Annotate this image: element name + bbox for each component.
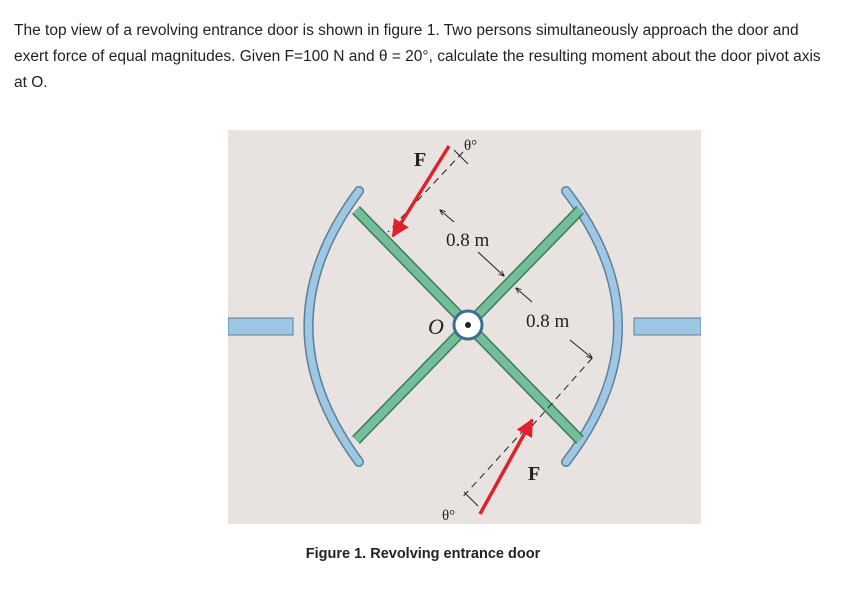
force-label-top: F — [414, 149, 427, 171]
distance-label-top: 0.8 m — [446, 230, 490, 251]
revolving-door-figure — [228, 130, 701, 524]
problem-statement: The top view of a revolving entrance door is shown in figure 1. Two persons simultaneously approach the door and exert force of equal magnitudes. Given F=100 N and θ = 20°, calculate the resulting moment about the door pivot axis at O. — [14, 22, 821, 91]
force-label-bottom: F — [528, 463, 541, 485]
theta-label-bottom: θ° — [442, 508, 456, 524]
right-wall — [634, 318, 701, 335]
distance-label-right: 0.8 m — [526, 311, 570, 332]
pivot-label: O — [428, 314, 444, 339]
theta-label-top: θ° — [464, 138, 478, 154]
pivot-dot — [465, 322, 471, 328]
figure-caption: Figure 1. Revolving entrance door — [305, 546, 541, 562]
left-wall — [228, 318, 293, 335]
